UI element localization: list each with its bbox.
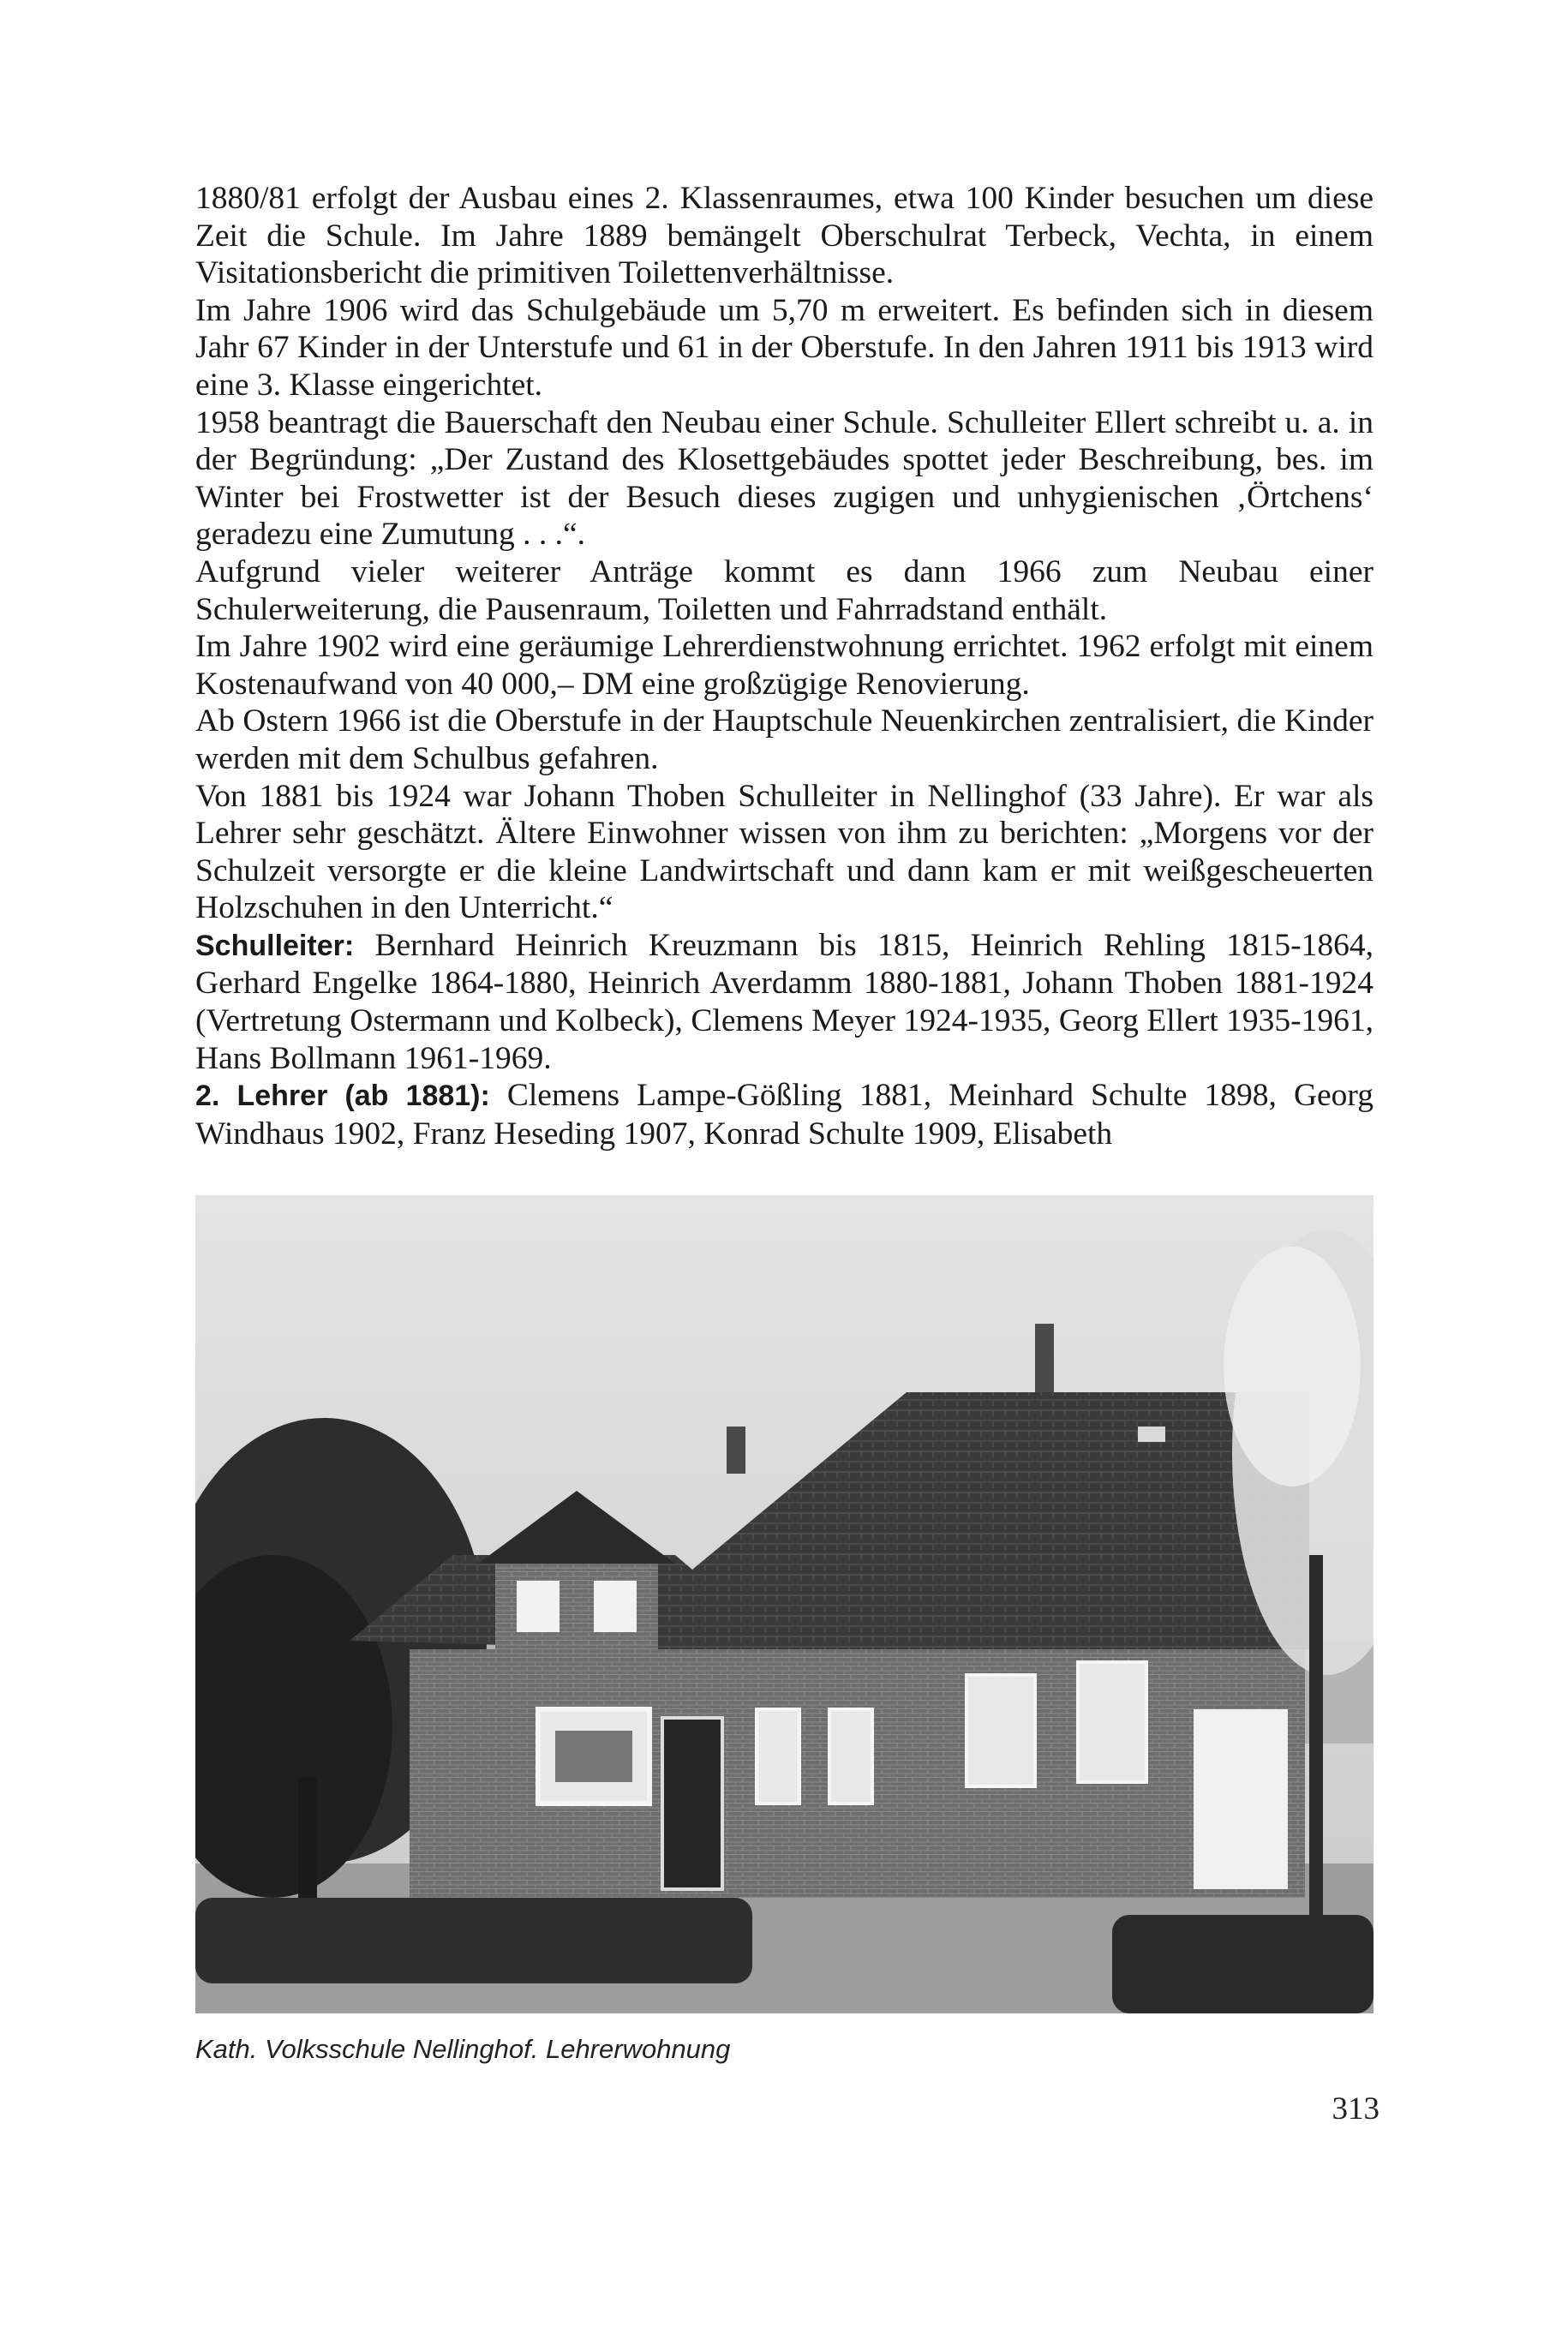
schulleiter-paragraph bbox=[195, 927, 1373, 1077]
paragraph: Ab Ostern 1966 ist die Oberstufe in der Hauptschule Neuenkirchen zentralisiert, die Kinder werden mit dem Schulbus gefahren. bbox=[195, 703, 1373, 776]
paragraph: Aufgrund vieler weiterer Anträge kommt es dann 1966 zum Neubau einer Schulerweiterung, die Pausenraum, Toiletten und Fahrradstand enthält. bbox=[195, 553, 1373, 627]
paragraph: Von 1881 bis 1924 war Johann Thoben Schulleiter in Nellinghof (33 Jahre). Er war als Lehrer sehr geschätzt. Ältere Einwohner wissen von ihm zu berichten: „Morgens vor der Schulzeit versorgte er die kleine Landwirtschaft und dann kam er mit weißgescheuerten Holzschuhen in den Unterricht.“ bbox=[195, 778, 1373, 926]
lehrer-label: 2. Lehrer (ab 1881): bbox=[195, 1080, 490, 1113]
photo-caption: Kath. Volksschule Nellinghof. Lehrerwohnung bbox=[195, 2034, 731, 2064]
lehrer-paragraph bbox=[195, 1077, 1373, 1152]
body-text bbox=[195, 180, 1373, 1152]
house-photo-illustration bbox=[195, 1195, 1373, 2013]
paragraph: 1958 beantragt die Bauerschaft den Neubau einer Schule. Schulleiter Ellert schreibt u. a. in der Begründung: „Der Zustand des Klosettgebäudes spottet jeder Beschreibung, bes. im Winter bei Frostwetter ist der Besuch dieses zugigen und unhygienischen ‚Örtchens‘ geradezu eine Zumutung . . .“. bbox=[195, 404, 1373, 553]
schulleiter-label: Schulleiter: bbox=[195, 929, 355, 962]
paragraph: 1880/81 erfolgt der Ausbau eines 2. Klassenraumes, etwa 100 Kinder besuchen um diese Zeit die Schule. Im Jahre 1889 bemängelt Oberschulrat Terbeck, Vechta, in einem Visitationsbericht die primitiven Toilettenverhältnisse. bbox=[195, 181, 1373, 291]
paragraph: Im Jahre 1902 wird eine geräumige Lehrerdienstwohnung errichtet. 1962 erfolgt mit einem Kostenaufwand von 40 000,– DM eine großzügige Renovierung. bbox=[195, 629, 1373, 702]
schulleiter-text: Bernhard Heinrich Kreuzmann bis 1815, Heinrich Rehling 1815-1864, Gerhard Engelke 1864-1880, Heinrich Averdamm 1880-1881, Johann Thoben 1881-1924 (Vertretung Ostermann und Kolbeck), Clemens Meyer 1924-1935, Georg Ellert 1935-1961, Hans Bollmann 1961-1969. bbox=[195, 927, 1373, 1076]
house-photo bbox=[195, 1195, 1373, 2013]
lehrer-text: Clemens Lampe-Gößling 1881, Meinhard Schulte 1898, Georg Windhaus 1902, Franz Heseding 1907, Konrad Schulte 1909, Elisabeth bbox=[195, 1078, 1373, 1152]
paragraph: Im Jahre 1906 wird das Schulgebäude um 5,70 m erweitert. Es befinden sich in diesem Jahr 67 Kinder in der Unterstufe und 61 in der Oberstufe. In den Jahren 1911 bis 1913 wird eine 3. Klasse eingerichtet. bbox=[195, 292, 1373, 403]
page-number: 313 bbox=[1332, 2091, 1379, 2127]
